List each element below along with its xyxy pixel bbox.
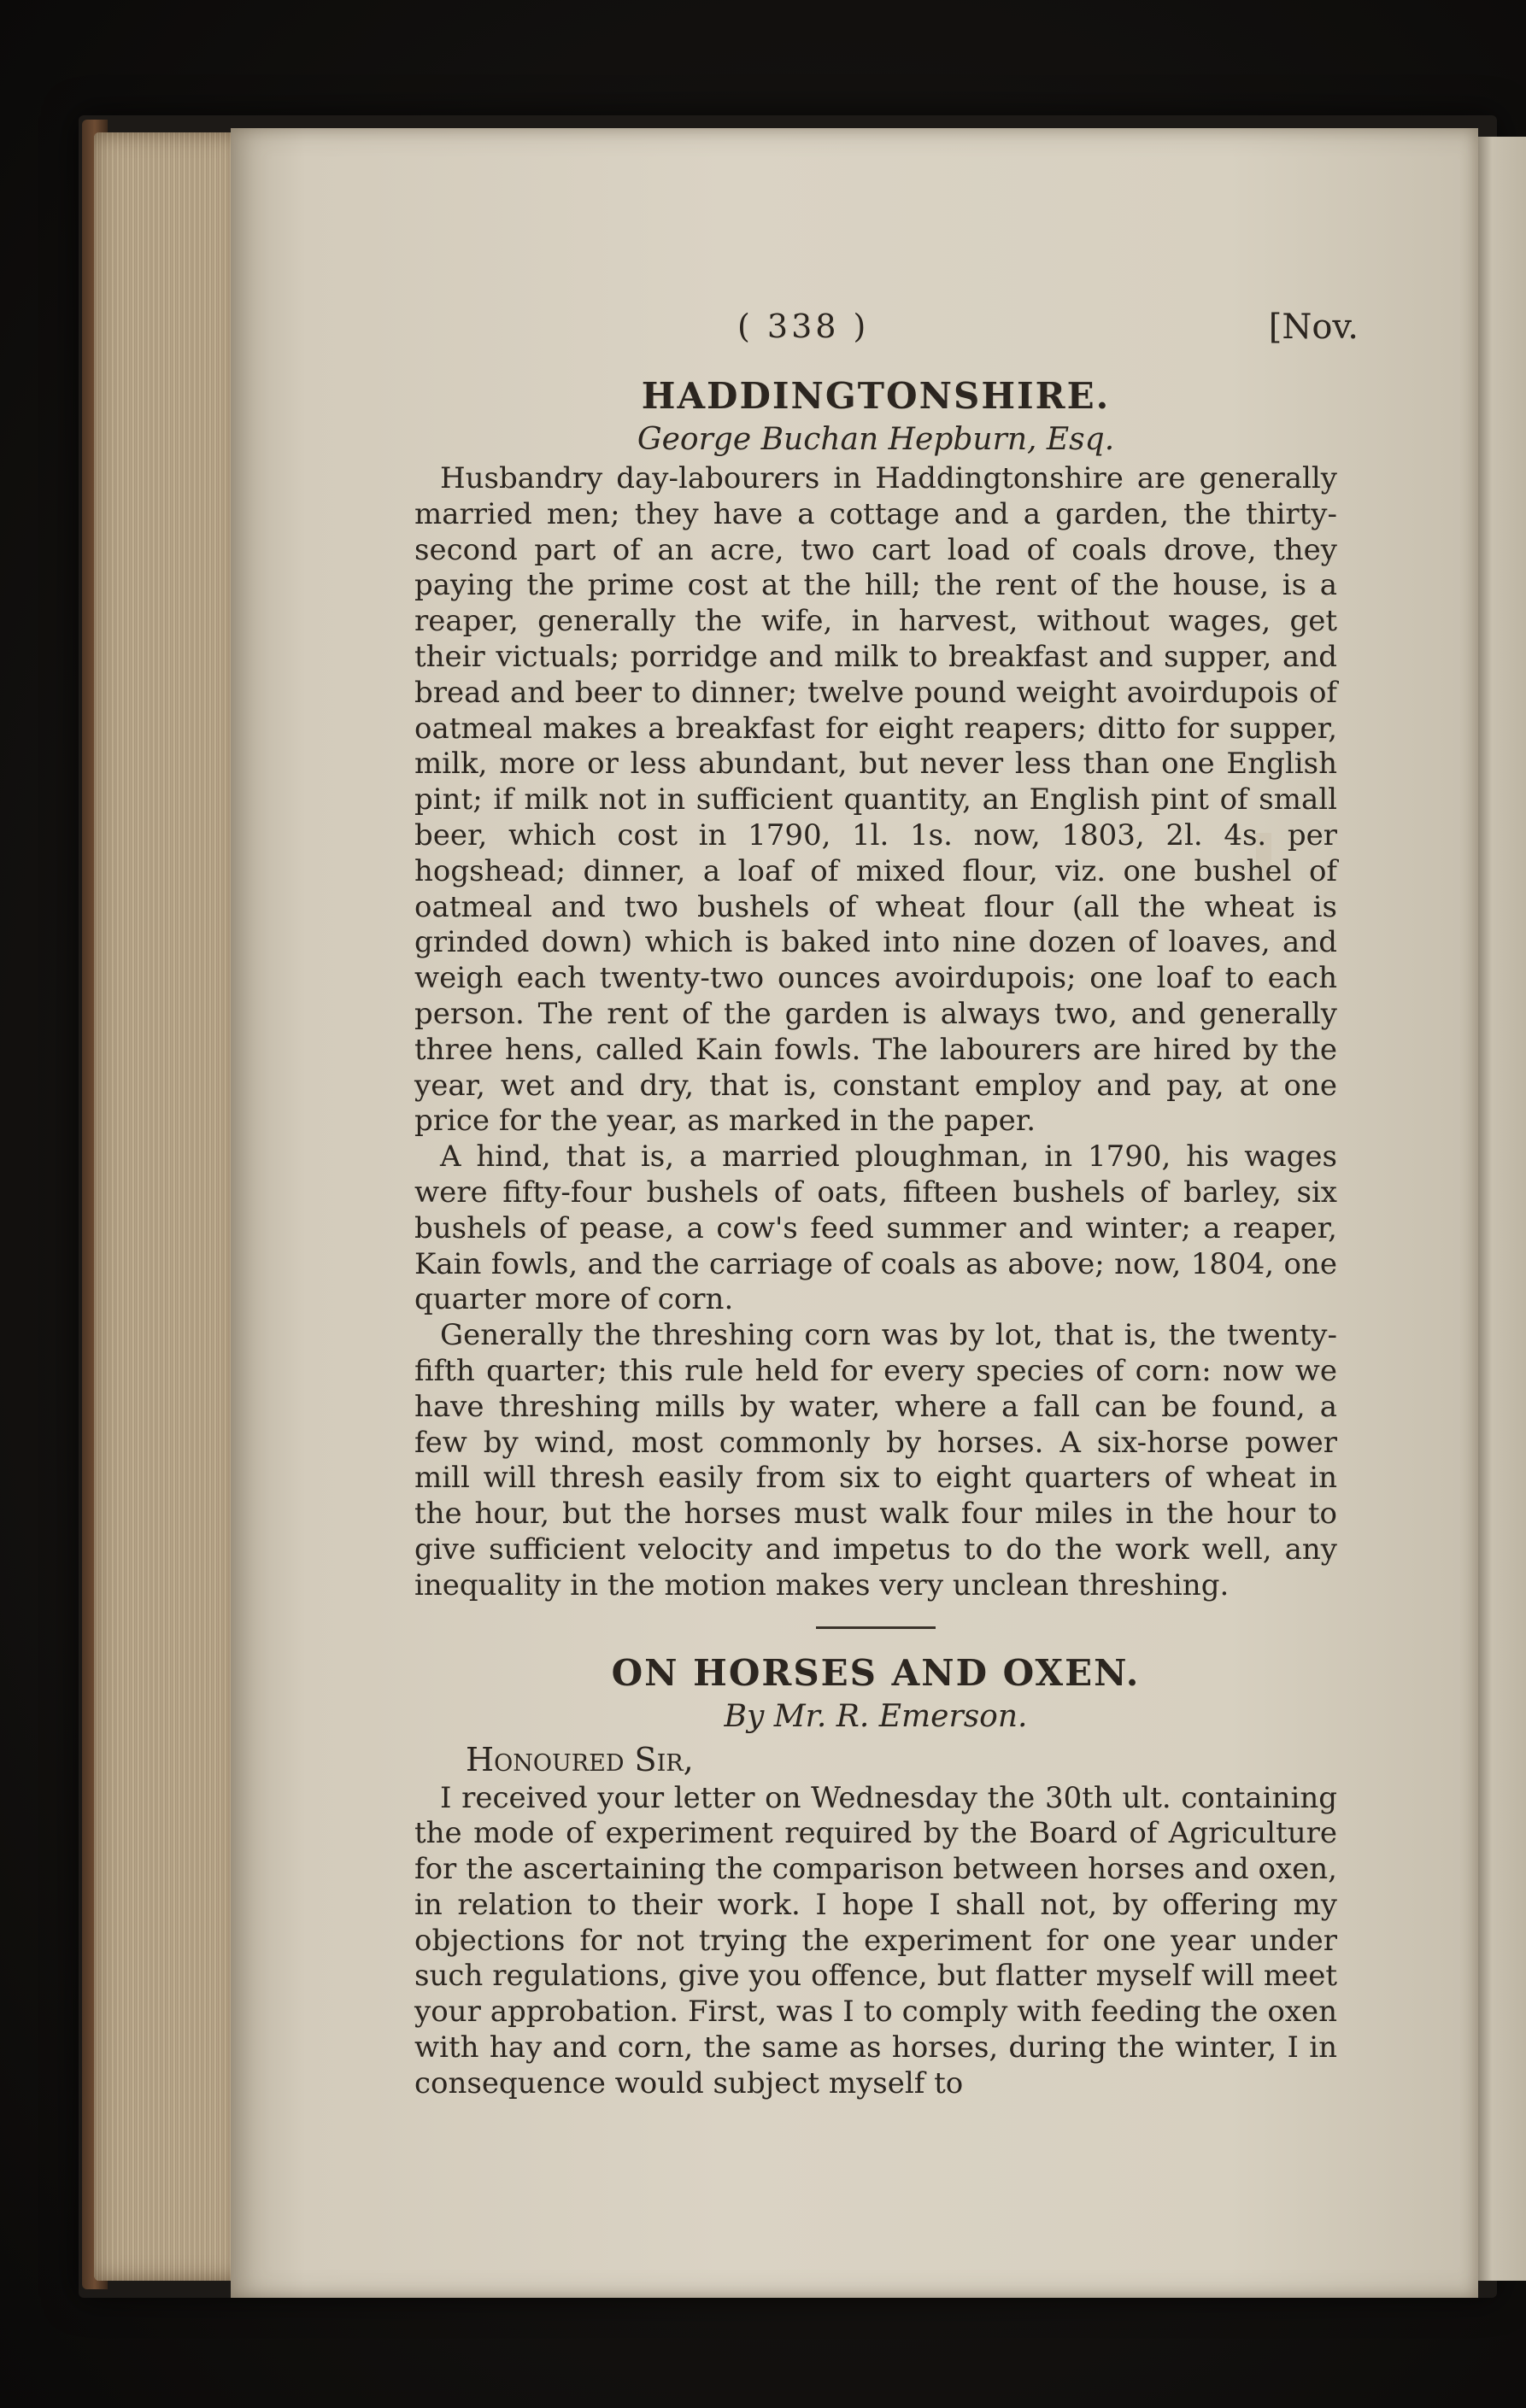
paragraph: Generally the threshing corn was by lot, that is, the twenty-fifth quarter; this rule held for every species of corn: now we have threshing mills by water, where a fall can be found, a few by wind, most commonly by horses. A six-horse power mill will thresh easily from six to eight quarters of wheat in the hour, but the horses must walk four miles in the hour to give sufficient velocity and impetus to do the work well, any inequality in the motion makes very unclean threshing. (414, 1318, 1337, 1602)
article-author: George Buchan Hepburn, Esq. (637, 422, 1115, 457)
article-title: HADDINGTONSHIRE. (641, 375, 1111, 417)
page-edges (94, 132, 244, 2281)
section-divider (816, 1626, 936, 1629)
running-head (414, 308, 1359, 359)
article-title: ON HORSES AND OXEN. (611, 1651, 1141, 1694)
paragraph: A hind, that is, a married ploughman, in 1790, his wages were fifty-four bushels of oats, fifteen bushels of barley, six bushels of pease, a cow's feed summer and winter; a reaper, Kain fowls, and the carriage of coals as above; now, 1804, one quarter more of corn. (414, 1140, 1337, 1317)
paragraph: I received your letter on Wednesday the 30th ult. containing the mode of experiment required by the Board of Agriculture for the ascertaining the comparison between horses and oxen, in relation to their work. I hope I shall not, by offering my objections for not trying the experiment for one year under such regulations, give you offence, but flatter myself will meet your approbation. First, was I to comply with feeding the oxen with hay and corn, the same as horses, during the winter, I in consequence would subject myself to (414, 1780, 1337, 2100)
facing-page-edge (1476, 137, 1526, 2281)
paragraph: Husbandry day-labourers in Haddingtonshire are generally married men; they have a cottage and a garden, the thirty-second part of an acre, two cart load of coals drove, they paying the prime cost at the hill; the rent of the house, is a reaper, generally the wife, in harvest, without wages, get their victuals; porridge and milk to breakfast and supper, and bread and beer to dinner; twelve pound weight avoirdupois of oatmeal makes a breakfast for eight reapers; ditto for supper, milk, more or less abundant, but never less than one English pint; if milk not in sufficient quantity, an English pint of small beer, which cost in 1790, 1l. 1s. now, 1803, 2l. 4s. per hogshead; dinner, a loaf of mixed flour, viz. one bushel of oatmeal and two bushels of wheat flour (all the wheat is grinded down) which is baked into nine dozen of loaves, and weigh each twenty-two ounces avoirdupois; one loaf to each person. The rent of the garden is always two, and generally three hens, called Kain fowls. The labourers are hired by the year, wet and dry, that is, constant employ and pay, at one price for the year, as marked in the paper. (414, 461, 1337, 1139)
page-text-block (414, 308, 1359, 2102)
letter-salutation: Honoured Sir, (466, 1740, 694, 1778)
running-head-month: [Nov. (1268, 308, 1359, 347)
book-page (231, 128, 1478, 2298)
page-number: ( 338 ) (737, 308, 870, 345)
article-author: By Mr. R. Emerson. (724, 1698, 1028, 1734)
